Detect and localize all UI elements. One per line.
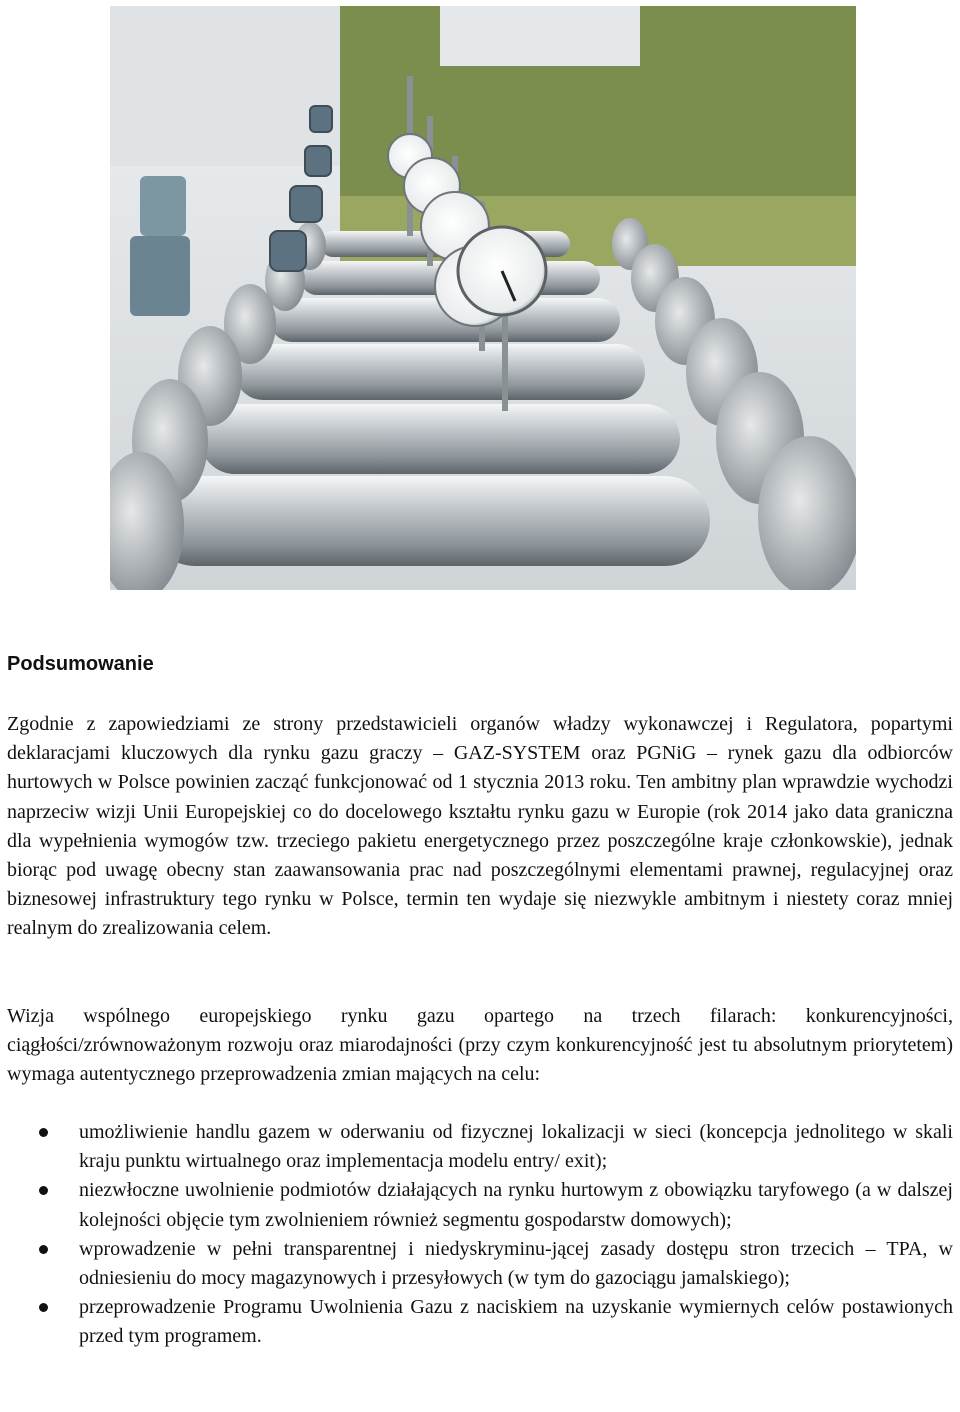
bullet-icon bbox=[39, 1128, 48, 1137]
paragraph-vision: Wizja wspólnego europejskiego rynku gazu opartego na trzech filarach: konkurencyjności, ciągłości/zrównoważonym rozwoju oraz miarodajności (przy czym konkurencyjność jest tu absolutnym priorytetem) wymaga autentycznego przeprowadzenia zmian mających na celu: bbox=[7, 1005, 953, 1086]
bullet-icon bbox=[39, 1186, 48, 1195]
bullet-icon bbox=[39, 1245, 48, 1254]
list-item: umożliwienie handlu gazem w oderwaniu od fizycznej lokalizacji w sieci (koncepcja jednolitego w skali kraju punktu wirtualnego oraz implementacja modelu entry/ exit); bbox=[0, 1118, 953, 1176]
paragraph-summary: Zgodnie z zapowiedziami ze strony przedstawicieli organów władzy wykonawczej i Regulatora, popartymi deklaracjami kluczowych dla rynku gazu graczy – GAZ-SYSTEM oraz PGNiG – rynek gazu dla odbiorców hurtowych w Polsce powinien zacząć funkcjonować od 1 stycznia 2013 roku. Ten ambitny plan wprawdzie wychodzi naprzeciw wizji Unii Europejskiej co do docelowego kształtu rynku gazu w Europie (rok 2014 jako data graniczna dla wypełnienia wymogów tzw. trzeciego pakietu energetycznego przez poszczególne kraje członkowskie), jednak biorąc pod uwagę obecny stan zaawansowania prac nad poszczególnymi elementami prawnej, regulacyjnej oraz biznesowej infrastruktury tego rynku w Polsce, termin ten wydaje się niezwykle ambitnym i niestety coraz mniej realnym do zrealizowania celem. bbox=[7, 713, 953, 940]
list-item: niezwłoczne uwolnienie podmiotów działających na rynku hurtowym z obowiązku taryfowego (a w dalszej kolejności objęcie tym zwolnieniem również segmentu gospodarstw domowych); bbox=[0, 1176, 953, 1234]
list-item: przeprowadzenie Programu Uwolnienia Gazu z naciskiem na uzyskanie wymiernych celów postawionych przed tym programem. bbox=[0, 1293, 953, 1351]
bullet-icon bbox=[39, 1303, 48, 1312]
section-heading: Podsumowanie bbox=[7, 653, 154, 675]
requirements-list bbox=[0, 1118, 953, 1352]
gas-metering-station-photo bbox=[110, 6, 856, 590]
list-item: wprowadzenie w pełni transparentnej i niedyskryminu-jącej zasady dostępu stron trzecich – TPA, w odniesieniu do mocy magazynowych i przesyłowych (w tym do gazociągu jamalskiego); bbox=[0, 1235, 953, 1293]
